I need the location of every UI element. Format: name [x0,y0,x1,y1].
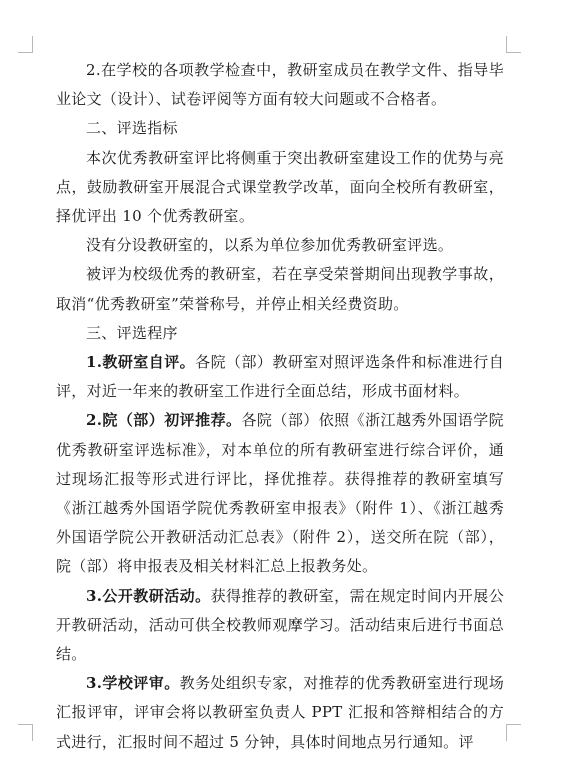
step-1-title: 1.教研室自评。 [86,353,196,372]
procedure-step-2 [56,406,504,581]
document-body [56,56,504,757]
paragraph-department-unit: 没有分设教研室的，以系为单位参加优秀教研室评选。 [86,236,454,255]
paragraph-item-2: 2.在学校的各项教学检查中，教研室成员在教学文件、指导毕业论文（设计）、试卷评阅等方面有较大问题或不合格者。 [56,61,504,109]
margin-mark-top-left [18,36,33,53]
step-2-title: 2.院（部）初评推荐。 [86,411,242,430]
margin-mark-bottom-left [18,724,33,741]
procedure-step-1 [56,348,504,406]
step-4-title: 3.学校评审。 [86,674,180,693]
procedure-step-3 [56,582,504,670]
paragraph-criteria: 本次优秀教研室评比将侧重于突出教研室建设工作的优势与亮点，鼓励教研室开展混合式课堂教学改革，面向全校所有教研室，择优评出 10 个优秀教研室。 [56,148,504,226]
margin-mark-bottom-right [506,724,521,741]
step-4-text: 教务处组织专家，对推荐的优秀教研室进行现场汇报评审，评审会将以教研室负责人 PPT 汇报和答辩相结合的方式进行，汇报时间不超过 5 分钟，具体时间地点另行通知。评 [56,674,504,751]
procedure-step-4 [56,669,504,757]
step-1-text: 各院（部）教研室对照评选条件和标准进行自评，对近一年来的教研室工作进行全面总结，形成书面材料。 [56,353,504,401]
paragraph-revocation: 被评为校级优秀的教研室，若在享受荣誉期间出现教学事故，取消“优秀教研室”荣誉称号，并停止相关经费资助。 [56,265,504,313]
margin-mark-top-right [506,36,521,53]
section-heading-criteria: 二、评选指标 [86,119,178,138]
section-heading-procedure: 三、评选程序 [86,323,178,342]
step-3-title: 3.公开教研活动。 [86,586,211,605]
step-2-text: 各院（部）依照《浙江越秀外国语学院优秀教研室评选标准》，对本单位的所有教研室进行综合评价，通过现场汇报等形式进行评比，择优推荐。获得推荐的教研室填写《浙江越秀外国语学院优秀教研室申报表》（附件 1）、《浙江越秀外国语学院公开教研活动汇总表》（附件 2），送交所在院（部），院（部）将申报表及相关材料汇总上报教务处。 [56,411,504,576]
step-3-text: 获得推荐的教研室，需在规定时间内开展公开教研活动，活动可供全校教师观摩学习。活动结束后进行书面总结。 [56,586,504,664]
